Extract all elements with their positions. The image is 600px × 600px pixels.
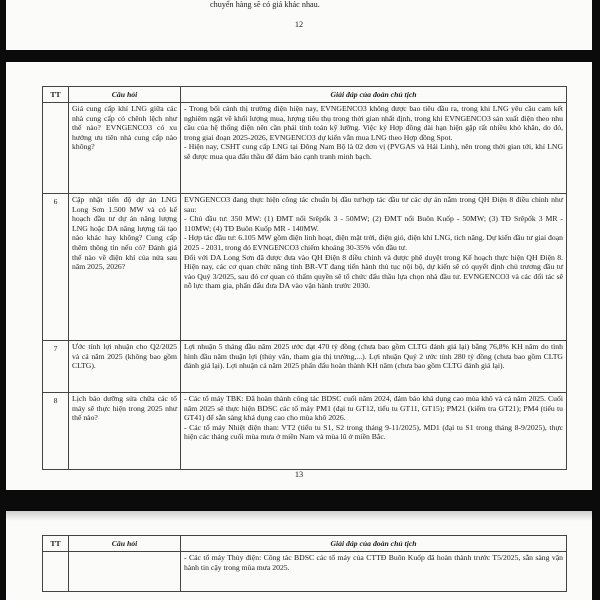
header-question: Câu hỏi <box>69 536 181 552</box>
table-row <box>43 341 567 393</box>
row-number: 6 <box>43 194 69 341</box>
page-12-tail-text: chuyển hàng sẽ có giá khác nhau. <box>210 0 320 9</box>
row-number <box>43 103 69 194</box>
qa-table-continued <box>42 535 567 592</box>
answer-paragraph: EVNGENCO3 đang thực hiện công tác chuẩn bị đầu tư/hợp tác đầu tư các dự án nằm trong QH Điện 8 điều chỉnh như sau: <box>184 195 563 214</box>
answer-paragraph: Lợi nhuận 5 tháng đầu năm 2025 ước đạt 470 tỷ đồng (chưa bao gồm CLTG đánh giá lại) bằng 76,8% KH năm do tình hình đầu năm thuận lợi (thủy văn, tham gia thị trường,...). Lợi nhuận Quý 2 ước tính 280 tỷ đồng (chưa bao gồm CLTG đánh giá lại). Lợi nhuận cả năm 2025 phấn đấu hoàn thành KH năm (chưa bao gồm CLTG đánh giá lại). <box>184 342 563 371</box>
header-answer: Giải đáp của đoàn chủ tịch <box>181 87 567 103</box>
row-question: Lịch bảo dưỡng sửa chữa các tổ máy sẽ thực hiện trong 2025 như thế nào? <box>69 393 181 470</box>
answer-paragraph: Đối với DA Long Sơn đã được đưa vào QH Điện 8 điều chỉnh và được phê duyệt trong Kế hoạch thực hiện QH Điện 8. Hiện nay, các cơ quan chức năng tỉnh BR-VT đang tiến hành thủ tục nội bộ, dự kiến sẽ có quyết định chủ trương đầu tư vào Quý 3/2025, sau đó cơ quan có thẩm quyền sẽ tổ chức đấu thầu lựa chọn nhà đầu tư. EVNGENCO3 và các đối tác sẽ nỗ lực tham gia, phấn đấu đưa DA vào vận hành trước 2030. <box>184 252 563 291</box>
page-shadow <box>6 511 592 521</box>
table-row <box>43 194 567 341</box>
row-answer <box>181 393 567 470</box>
row-question: Cập nhật tiến độ dự án LNG Long Sơn 1.500 MW và có kế hoạch đầu tư dự án năng lượng LNG hoặc DA năng lượng tái tạo nào khác hay không? Cung cấp thêm thông tin nếu có? Đánh giá thế nào về điện khí của nửa sau năm 2025, 2026? <box>69 194 181 341</box>
table-row <box>43 552 567 592</box>
table-row <box>43 393 567 470</box>
row-number: 8 <box>43 393 69 470</box>
answer-paragraph: - Chủ đầu tư: 350 MW: (1) ĐMT nổi Srêpốk 3 - 50MW; (2) ĐMT nổi Buôn Kuốp - 50MW; (3) TĐ Srêpốk 3 MR - 110MW; (4) TĐ Buôn Kuốp MR - 140MW. <box>184 214 563 233</box>
row-answer <box>181 552 567 592</box>
page-number-13: 13 <box>294 470 304 479</box>
document-page-12 <box>6 0 592 50</box>
answer-paragraph: - Trong bối cảnh thị trường điện hiện nay, EVNGENCO3 không được bao tiêu đầu ra, trong khi LNG yêu cầu cam kết nghiêm ngặt về khối lượng mua, lượng tiêu thụ trong thời gian nhất định, trong khi EVNGENCO3 sản xuất điện theo nhu cầu của hệ thống điện nên cần phải tính toán kỹ lưỡng. Việc ký Hợp đồng dài hạn hiện gặp rất nhiều khó khăn, do đó, trong giai đoạn 2025-2026, EVNGENCO3 dự kiến vẫn mua LNG theo Hợp đồng Spot. <box>184 104 563 142</box>
document-page-14 <box>6 511 592 600</box>
row-number <box>43 552 69 592</box>
page-number-12: 12 <box>294 20 304 29</box>
row-answer <box>181 341 567 393</box>
answer-paragraph: - Hợp tác đầu tư: 6.105 MW gồm điện linh hoạt, điện mặt trời, điện gió, điện khí LNG, tích năng. Dự kiến đầu tư giai đoạn 2025 - 2031, trong đó EVNGENCO3 chiếm khoảng 30-35% vốn đầu tư. <box>184 233 563 252</box>
row-question: Ước tính lợi nhuận cho Q2/2025 và cả năm 2025 (không bao gồm CLTG). <box>69 341 181 393</box>
header-tt: TT <box>43 87 69 103</box>
table-row <box>43 103 567 194</box>
answer-paragraph: - Các tổ máy Nhiệt điện than: VT2 (tiểu tu S1, S2 trong tháng 9-11/2025), MD1 (đại tu S1 trong tháng 8-9/2025), thực hiện các tháng cuối mùa mưa ở miền Nam và mùa lũ ở miền Bắc. <box>184 422 563 442</box>
qa-table <box>42 86 567 470</box>
row-answer <box>181 103 567 194</box>
row-question: Giá cung cấp khí LNG giữa các nhà cung cấp có chênh lệch như thế nào? EVNGENCO3 có xu hướng ưu tiên nhà cung cấp nào không? <box>69 103 181 194</box>
table-header-row <box>43 536 567 552</box>
header-answer: Giải đáp của đoàn chủ tịch <box>181 536 567 552</box>
answer-paragraph: - Các tổ máy TBK: Đã hoàn thành công tác BDSC cuối năm 2024, đảm bảo khả dụng cao mùa khô và cả năm 2025. Cuối năm 2025 sẽ thực hiện BDSC các tổ máy PM1 (đại tu GT12, tiểu tu GT11, GT15); PM21 (kiểm tra GT21); PM4 (tiểu tu GT41) để sẵn sàng khả dụng cao cho mùa khô 2026. <box>184 394 563 423</box>
row-question <box>69 552 181 592</box>
answer-paragraph: - Hiện nay, CSHT cung cấp LNG tại Đông Nam Bộ là 02 đơn vị (PVGAS và Hải Linh), nên trong thời gian tới, khí LNG sẽ được mua qua đấu thầu để đảm bảo cạnh tranh minh bạch. <box>184 142 563 161</box>
header-question: Câu hỏi <box>69 87 181 103</box>
answer-paragraph: - Các tổ máy Thủy điện: Công tác BDSC các tổ máy của CTTĐ Buôn Kuốp đã hoàn thành trước T5/2025, sẵn sàng vận hành tin cậy trong mùa mưa 2025. <box>184 553 563 572</box>
document-page-13 <box>6 62 592 490</box>
header-tt: TT <box>43 536 69 552</box>
row-answer <box>181 194 567 341</box>
table-header-row <box>43 87 567 103</box>
row-number: 7 <box>43 341 69 393</box>
